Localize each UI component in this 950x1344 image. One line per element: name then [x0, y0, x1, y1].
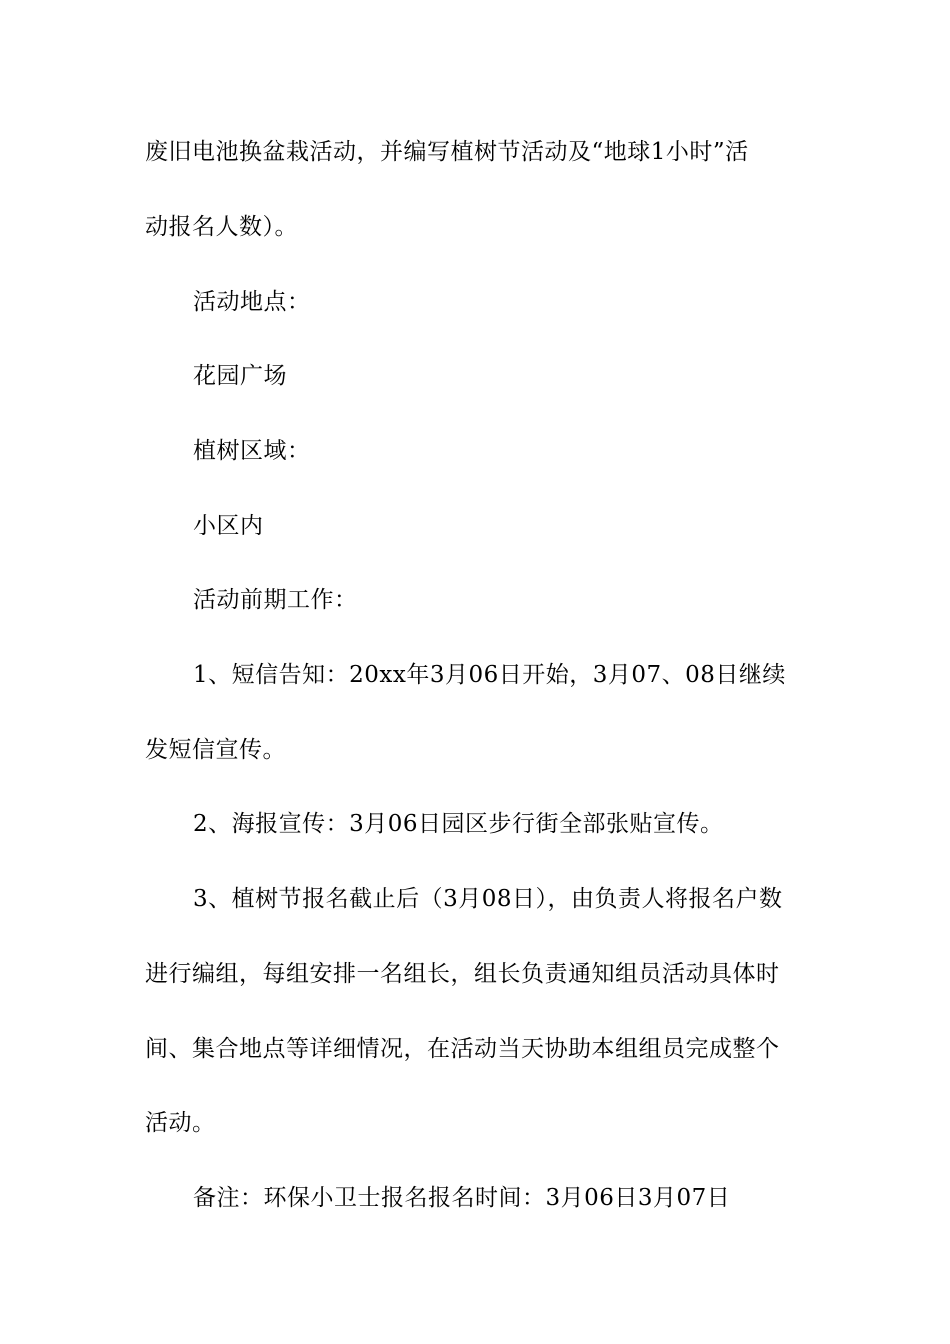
list-item-2: 2、海报宣传：3月06日园区步行街全部张贴宣传。 [193, 811, 724, 837]
list-item-3-continued: 活动。 [145, 1110, 216, 1136]
text-line: 废旧电池换盆栽活动，并编写植树节活动及“地球1小时”活 [145, 139, 749, 165]
list-item-1: 1、短信告知：20xx年3月06日开始，3月07、08日继续 [193, 662, 786, 688]
section-label-planting-area: 植树区域： [193, 438, 311, 464]
list-item-3-continued: 间、集合地点等详细情况，在活动当天协助本组组员完成整个 [145, 1036, 780, 1062]
location-value: 花园广场 [193, 363, 287, 389]
section-label-location: 活动地点： [193, 289, 311, 315]
text-line: 动报名人数）。 [145, 214, 298, 240]
list-item-3: 3、植树节报名截止后（3月08日），由负责人将报名户数 [193, 886, 783, 912]
list-item-1-continued: 发短信宣传。 [145, 737, 286, 763]
planting-area-value: 小区内 [193, 513, 264, 539]
list-item-3-continued: 进行编组，每组安排一名组长，组长负责通知组员活动具体时 [145, 961, 780, 987]
section-label-preparation: 活动前期工作： [193, 587, 358, 613]
note-line: 备注：环保小卫士报名报名时间：3月06日3月07日 [193, 1185, 731, 1211]
